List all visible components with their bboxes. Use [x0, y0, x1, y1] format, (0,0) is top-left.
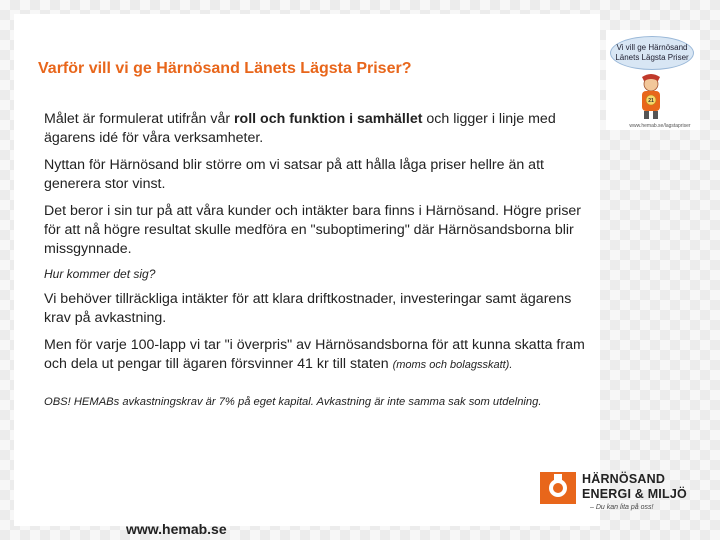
bubble-line-1: Vi vill ge Härnösand [616, 43, 688, 52]
paragraph-goal [44, 110, 590, 148]
hemab-logo [540, 472, 710, 516]
paragraph-tax [44, 336, 590, 375]
paragraph-benefit: Nyttan för Härnösand blir större om vi satsar på att hålla låga priser hellre än att generera stor vinst. [44, 157, 544, 192]
hemab-logo-icon [540, 472, 576, 504]
footer-url[interactable]: www.hemab.se [126, 521, 227, 537]
question-text: Hur kommer det sig? [44, 267, 156, 281]
logo-line-2: ENERGI & MILJÖ [582, 487, 687, 501]
paragraph-reason: Det beror i sin tur på att våra kunder och intäkter bara finns i Härnösand. Högre priser för att nå högre resultat skulle medföra en "suboptimering" där Härnösandsborna blir missgynnade. [44, 203, 582, 257]
slide-title: Varför vill vi ge Härnösand Länets Lägsta Priser? [38, 60, 412, 77]
paragraph-goal-bold: roll och funktion i samhället [234, 111, 423, 127]
speech-bubble [610, 36, 694, 70]
badge-url: www.hemab.se/lagstapriser [629, 123, 691, 129]
bubble-line-2: Länets Lägsta Priser [615, 53, 689, 62]
paragraph-tax-text: Men för varje 100-lapp vi tar "i överpris" av Härnösandsborna för att kunna skatta fram och dela ut pengar till ägaren försvinner 41 kr till staten [44, 337, 585, 372]
paragraph-tax-note: (moms och bolagsskatt). [392, 359, 513, 371]
paragraph-goal-text: Målet är formulerat utifrån vår [44, 111, 235, 127]
mascot-icon [636, 74, 666, 120]
paragraph-goal-text-end: och ligger i linje med ägarens idé för våra verksamheter. [44, 111, 556, 146]
campaign-badge [606, 30, 700, 130]
badge-number: 21 [648, 98, 654, 104]
logo-line-1: HÄRNÖSAND [582, 472, 666, 486]
slide-content [44, 110, 590, 420]
logo-tagline: – Du kan lita på oss! [590, 504, 654, 511]
obs-note: OBS! HEMABs avkastningskrav är 7% på eget kapital. Avkastning är inte samma sak som utdelning. [44, 396, 542, 408]
paragraph-revenue: Vi behöver tillräckliga intäkter för att klara driftkostnader, investeringar samt ägarens krav på avkastning. [44, 291, 572, 326]
